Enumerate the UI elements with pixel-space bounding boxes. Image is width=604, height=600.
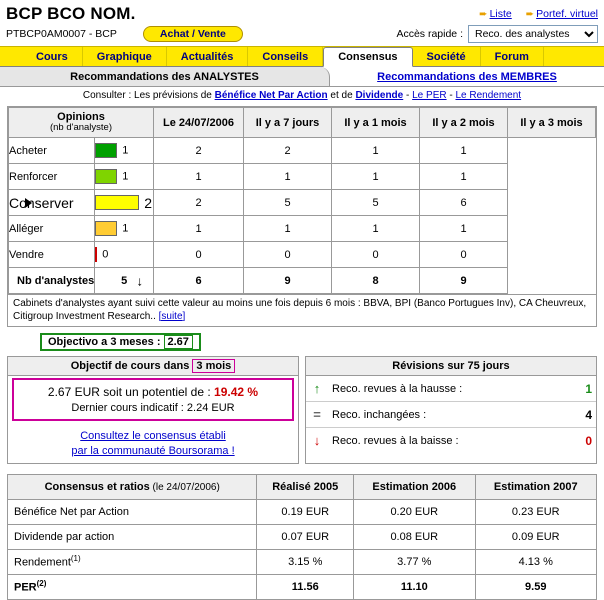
portefeuille-virtuel-link[interactable]: ➨ Portef. virtuel bbox=[525, 8, 598, 20]
objectivo-label: Objectivo a 3 meses : bbox=[48, 336, 161, 348]
cell-vendre-2m: 0 bbox=[332, 242, 420, 268]
ratios-label-per bbox=[8, 574, 257, 599]
target-line1-text: 2.67 EUR soit un potentiel de : bbox=[47, 385, 215, 399]
subheader bbox=[0, 24, 604, 46]
totals-1m: 9 bbox=[244, 268, 332, 294]
ratios-header-2006: Estimation 2006 bbox=[354, 474, 475, 499]
ratios-header-first-date: (le 24/07/2006) bbox=[149, 481, 220, 493]
cell-renforcer-1m: 1 bbox=[244, 164, 332, 190]
opinions-table-wrapper bbox=[7, 106, 597, 327]
cabinets-text: Cabinets d'analystes ayant suivi cette valeur au moins une fois depuis 6 mois : BBVA, BPI (Banco Portugues Inv), CA Cheuvreux, Citigroup Investment Research.. bbox=[13, 298, 587, 322]
bar-renforcer bbox=[95, 169, 117, 184]
cell-vendre-1m: 0 bbox=[244, 242, 332, 268]
revisions-value-hausse: 1 bbox=[566, 376, 596, 402]
row-label-conserver-text: Conserver bbox=[9, 194, 74, 211]
cell-renforcer-2m: 1 bbox=[332, 164, 420, 190]
ratios-header-first bbox=[8, 474, 257, 499]
target-line1 bbox=[18, 385, 288, 399]
objectivo-wrapper bbox=[0, 333, 604, 351]
revisions-label-inchangees: Reco. inchangées : bbox=[328, 402, 566, 428]
panels-row bbox=[7, 356, 597, 464]
consult-mid: et de bbox=[327, 90, 356, 101]
community-consensus-link-line1: Consultez le consensus établi bbox=[80, 430, 226, 442]
revisions-table bbox=[306, 376, 596, 453]
ratios-label-rendement-text: Rendement bbox=[14, 557, 71, 570]
opinions-header-1m: Il y a 1 mois bbox=[332, 108, 420, 138]
opinions-header-sub: (nb d'analyste) bbox=[49, 122, 112, 134]
link-rendement[interactable]: Le Rendement bbox=[455, 90, 522, 101]
ratios-dividende-2007: 0.09 EUR bbox=[475, 524, 596, 549]
ratios-header-row bbox=[8, 474, 597, 499]
ratios-dividende-2005: 0.07 EUR bbox=[257, 524, 354, 549]
revisions-label-hausse: Reco. revues à la hausse : bbox=[328, 376, 566, 402]
cell-acheter-3m: 1 bbox=[420, 138, 508, 164]
ratios-label-per-sup: (2) bbox=[36, 579, 47, 589]
bar-value-alleger: 1 bbox=[122, 222, 129, 235]
ratios-rendement-2006: 3.77 % bbox=[354, 549, 475, 574]
revisions-label-baisse: Reco. revues à la baisse : bbox=[332, 434, 459, 447]
ratios-bnpa-2007: 0.23 EUR bbox=[475, 499, 596, 524]
row-bar-alleger bbox=[95, 216, 154, 242]
totals-label: Nb d'analystes bbox=[9, 268, 95, 294]
cell-alleger-1m: 1 bbox=[244, 216, 332, 242]
ratios-per-2005: 11.56 bbox=[257, 574, 354, 599]
cell-alleger-3m: 1 bbox=[420, 216, 508, 242]
consult-prefix: Consulter : Les prévisions de bbox=[82, 90, 215, 101]
target-panel-badge: 3 mois bbox=[192, 359, 235, 373]
totals-current-value: 5 bbox=[121, 274, 128, 287]
ratios-rendement-2007: 4.13 % bbox=[475, 549, 596, 574]
arrow-down-icon: ↓ bbox=[136, 273, 143, 288]
tab-graphique[interactable]: Graphique bbox=[83, 47, 167, 66]
row-bar-acheter bbox=[95, 138, 154, 164]
link-per[interactable]: Le PER bbox=[412, 90, 447, 101]
table-row bbox=[9, 216, 596, 242]
opinions-header-7j: Il y a 7 jours bbox=[244, 108, 332, 138]
ratios-label-bnpa: Bénéfice Net par Action bbox=[8, 499, 257, 524]
ratios-header-2007: Estimation 2007 bbox=[475, 474, 596, 499]
opinions-body bbox=[9, 138, 596, 294]
row-label-vendre: Vendre bbox=[9, 242, 95, 268]
subnav-membres[interactable]: Recommandations des MEMBRES bbox=[377, 70, 557, 83]
quick-access-group bbox=[396, 25, 598, 43]
ratios-table bbox=[7, 474, 597, 600]
consult-sep1: - bbox=[403, 90, 413, 101]
ratios-dividende-2006: 0.08 EUR bbox=[354, 524, 475, 549]
totals-3m: 9 bbox=[420, 268, 508, 294]
page-title: BCP BCO NOM. bbox=[6, 4, 136, 23]
table-row bbox=[9, 164, 596, 190]
row-label-conserver bbox=[9, 190, 95, 216]
quick-access-select[interactable] bbox=[468, 25, 598, 43]
ratios-bnpa-2006: 0.20 EUR bbox=[354, 499, 475, 524]
cell-conserver-2m: 5 bbox=[332, 190, 420, 216]
table-row bbox=[306, 376, 596, 402]
row-label-acheter: Acheter bbox=[9, 138, 95, 164]
ratios-label-rendement bbox=[8, 549, 257, 574]
row-label-alleger: Alléger bbox=[9, 216, 95, 242]
ratios-per-2007: 9.59 bbox=[475, 574, 596, 599]
row-bar-conserver bbox=[95, 190, 154, 216]
row-bar-renforcer bbox=[95, 164, 154, 190]
bar-value-vendre: 0 bbox=[102, 248, 109, 261]
page-header bbox=[0, 0, 604, 24]
table-row bbox=[8, 549, 597, 574]
totals-7j: 6 bbox=[154, 268, 244, 294]
objectivo-box bbox=[40, 333, 201, 351]
link-bnpa[interactable]: Bénéfice Net Par Action bbox=[214, 90, 328, 101]
opinions-header-opinions bbox=[9, 108, 154, 138]
opinions-header-title: Opinions bbox=[57, 110, 105, 123]
target-price-panel bbox=[7, 356, 299, 464]
row-bar-vendre bbox=[95, 242, 154, 268]
revisions-panel bbox=[305, 356, 597, 464]
ratios-label-per-text: PER bbox=[14, 582, 37, 595]
arrow-right-icon: ➨ bbox=[525, 9, 535, 20]
ratios-wrapper bbox=[7, 474, 597, 600]
quick-access-label: Accès rapide : bbox=[396, 28, 463, 40]
pointer-triangle-icon bbox=[25, 198, 32, 208]
bar-value-conserver: 2 bbox=[144, 194, 153, 211]
cell-vendre-3m: 0 bbox=[420, 242, 508, 268]
tab-cours[interactable]: Cours bbox=[22, 47, 83, 66]
equals-icon: = bbox=[306, 402, 328, 428]
ratios-label-dividende: Dividende par action bbox=[8, 524, 257, 549]
objectivo-value: 2.67 bbox=[164, 335, 193, 349]
revisions-value-inchangees: 4 bbox=[566, 402, 596, 428]
link-dividende[interactable]: Dividende bbox=[355, 90, 404, 101]
tab-conseils[interactable]: Conseils bbox=[248, 47, 323, 66]
totals-2m: 8 bbox=[332, 268, 420, 294]
tab-actualites[interactable]: Actualités bbox=[167, 47, 249, 66]
tab-societe[interactable]: Société bbox=[413, 47, 481, 66]
ratios-rendement-2005: 3.15 % bbox=[257, 549, 354, 574]
consult-sep2: - bbox=[446, 90, 456, 101]
cell-conserver-1m: 5 bbox=[244, 190, 332, 216]
table-row bbox=[9, 242, 596, 268]
target-line2: Dernier cours indicatif : 2.24 EUR bbox=[71, 402, 235, 414]
table-row bbox=[9, 190, 596, 216]
ratios-header-2005: Réalisé 2005 bbox=[257, 474, 354, 499]
subnav-analystes[interactable]: Recommandations des ANALYSTES bbox=[0, 67, 330, 86]
revisions-panel-header: Révisions sur 75 jours bbox=[306, 357, 596, 376]
tab-forum[interactable]: Forum bbox=[481, 47, 544, 66]
ratios-label-rendement-sup: (1) bbox=[70, 554, 81, 564]
table-row bbox=[8, 574, 597, 599]
target-potential-pct: 19.42 % bbox=[214, 385, 259, 399]
totals-row bbox=[9, 268, 596, 294]
isin-code: PTBCP0AM0007 - BCP bbox=[6, 28, 117, 40]
bar-conserver bbox=[95, 195, 139, 210]
table-row bbox=[306, 428, 596, 454]
opinions-header-2m: Il y a 2 mois bbox=[420, 108, 508, 138]
cell-vendre-7j: 0 bbox=[154, 242, 244, 268]
bar-alleger bbox=[95, 221, 117, 236]
bar-value-acheter: 1 bbox=[122, 144, 129, 157]
opinions-table bbox=[8, 107, 596, 294]
cell-acheter-2m: 1 bbox=[332, 138, 420, 164]
ratios-per-2006: 11.10 bbox=[354, 574, 475, 599]
arrow-down-icon: ↓ bbox=[313, 433, 321, 448]
ratios-header-first-title: Consensus et ratios bbox=[44, 480, 150, 493]
bar-vendre bbox=[95, 247, 97, 262]
cabinets-suite-link[interactable]: [suite] bbox=[158, 310, 186, 322]
target-panel-title: Objectif de cours dans bbox=[70, 360, 193, 372]
main-tabbar bbox=[0, 46, 604, 67]
table-row bbox=[8, 524, 597, 549]
cell-renforcer-3m: 1 bbox=[420, 164, 508, 190]
cell-acheter-7j: 2 bbox=[154, 138, 244, 164]
cell-renforcer-7j: 1 bbox=[154, 164, 244, 190]
achat-vente-button[interactable]: Achat / Vente bbox=[143, 26, 243, 42]
subnav bbox=[0, 67, 604, 87]
bar-acheter bbox=[95, 143, 117, 158]
opinions-header-row bbox=[9, 108, 596, 138]
bar-value-renforcer: 1 bbox=[122, 170, 129, 183]
table-row bbox=[8, 499, 597, 524]
target-value-box bbox=[12, 378, 294, 421]
totals-current bbox=[95, 268, 154, 294]
cell-conserver-7j: 2 bbox=[154, 190, 244, 216]
cell-acheter-1m: 2 bbox=[244, 138, 332, 164]
table-row bbox=[9, 138, 596, 164]
header-quicklinks bbox=[479, 4, 598, 20]
opinions-header-current: Le 24/07/2006 bbox=[154, 108, 244, 138]
ratios-bnpa-2005: 0.19 EUR bbox=[257, 499, 354, 524]
target-panel-header bbox=[8, 357, 298, 376]
opinions-header-3m: Il y a 3 mois bbox=[508, 108, 596, 138]
liste-link[interactable]: ➨ Liste bbox=[479, 8, 512, 20]
cell-alleger-7j: 1 bbox=[154, 216, 244, 242]
tab-consensus[interactable]: Consensus bbox=[323, 47, 412, 67]
arrow-right-icon: ➨ bbox=[479, 9, 488, 20]
consult-line bbox=[0, 87, 604, 106]
cell-conserver-3m: 6 bbox=[420, 190, 508, 216]
cabinets-note bbox=[8, 294, 596, 326]
cell-alleger-2m: 1 bbox=[332, 216, 420, 242]
community-consensus-link[interactable] bbox=[8, 429, 298, 463]
row-label-renforcer: Renforcer bbox=[9, 164, 95, 190]
ratios-body bbox=[8, 499, 597, 599]
community-consensus-link-line2: par la communauté Boursorama ! bbox=[71, 444, 235, 457]
table-row bbox=[306, 402, 596, 428]
revisions-value-baisse: 0 bbox=[585, 433, 592, 448]
arrow-up-icon: ↑ bbox=[306, 376, 328, 402]
